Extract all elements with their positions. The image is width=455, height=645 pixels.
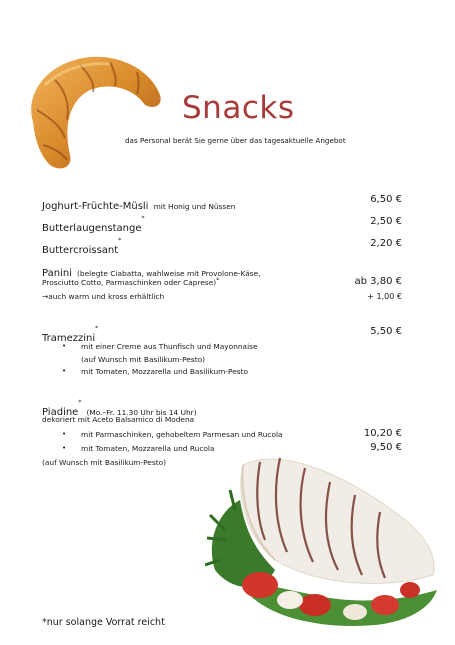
item-name: Buttercroissant [42, 245, 119, 256]
bullet-icon: • [62, 342, 67, 350]
item-name: Piadine [42, 407, 79, 418]
croissant-image [15, 50, 165, 175]
item-desc: (belegte Ciabatta, wahlweise mit Provolone-Käse, [77, 269, 261, 278]
tramezzini-option-tuna: mit einer Creme aus Thunfisch und Mayonnaise [81, 342, 258, 351]
menu-item-laugenstange [42, 216, 144, 235]
page-title: Snacks [182, 90, 295, 126]
price-laugenstange: 2,50 € [370, 216, 402, 227]
price-piadine-tomato: 9,50 € [370, 442, 402, 453]
item-name: Panini [42, 268, 72, 279]
footnote: *nur solange Vorrat reicht [42, 617, 165, 628]
price-panini: ab 3,80 € [354, 276, 402, 287]
bullet-icon: • [62, 444, 67, 452]
item-name: Butterlaugenstange [42, 223, 142, 234]
piadina-image [205, 440, 445, 640]
menu-item-muesli [42, 194, 235, 213]
panini-warm-note: →auch warm und kross erhältlich [42, 292, 165, 301]
panini-desc-line2 [42, 278, 219, 287]
bullet-icon: • [62, 430, 67, 438]
piadine-option-tomato: mit Tomaten, Mozzarella und Rucola [81, 444, 215, 453]
asterisk-mark: * [95, 325, 99, 332]
piadine-pesto-note: (auf Wunsch mit Basilikum-Pesto) [42, 458, 167, 467]
asterisk-mark: * [78, 399, 82, 406]
bullet-icon: • [62, 367, 67, 375]
page-subtitle: das Personal berät Sie gerne über das tagesaktuelle Angebot [125, 136, 346, 145]
price-panini-extra: + 1,00 € [367, 292, 402, 301]
piadine-option-parma: mit Parmaschinken, gehobeltem Parmesan und Rucola [81, 430, 283, 439]
item-hours: (Mo.–Fr. 11.30 Uhr bis 14 Uhr) [86, 408, 197, 417]
tramezzini-option-tomato: mit Tomaten, Mozzarella und Basilikum-Pesto [81, 367, 249, 376]
asterisk-mark: * [141, 215, 145, 222]
piadine-desc: dekoriert mit Aceto Balsamico di Modena [42, 415, 195, 424]
item-name: Tramezzini [42, 333, 96, 344]
asterisk-mark: * [118, 237, 122, 244]
price-croissant: 2,20 € [370, 238, 402, 249]
item-name: Joghurt-Früchte-Müsli [42, 201, 149, 212]
menu-item-croissant [42, 238, 121, 257]
item-desc: mit Honig und Nüssen [153, 202, 236, 211]
price-piadine-parma: 10,20 € [363, 428, 402, 439]
item-desc: Prosciutto Cotto, Parmaschinken oder Caprese) [42, 278, 217, 287]
asterisk-mark: * [216, 277, 220, 284]
price-muesli: 6,50 € [370, 194, 402, 205]
tramezzini-option-tuna-note: (auf Wunsch mit Basilikum-Pesto) [81, 355, 206, 364]
price-tramezzini: 5,50 € [370, 326, 402, 337]
